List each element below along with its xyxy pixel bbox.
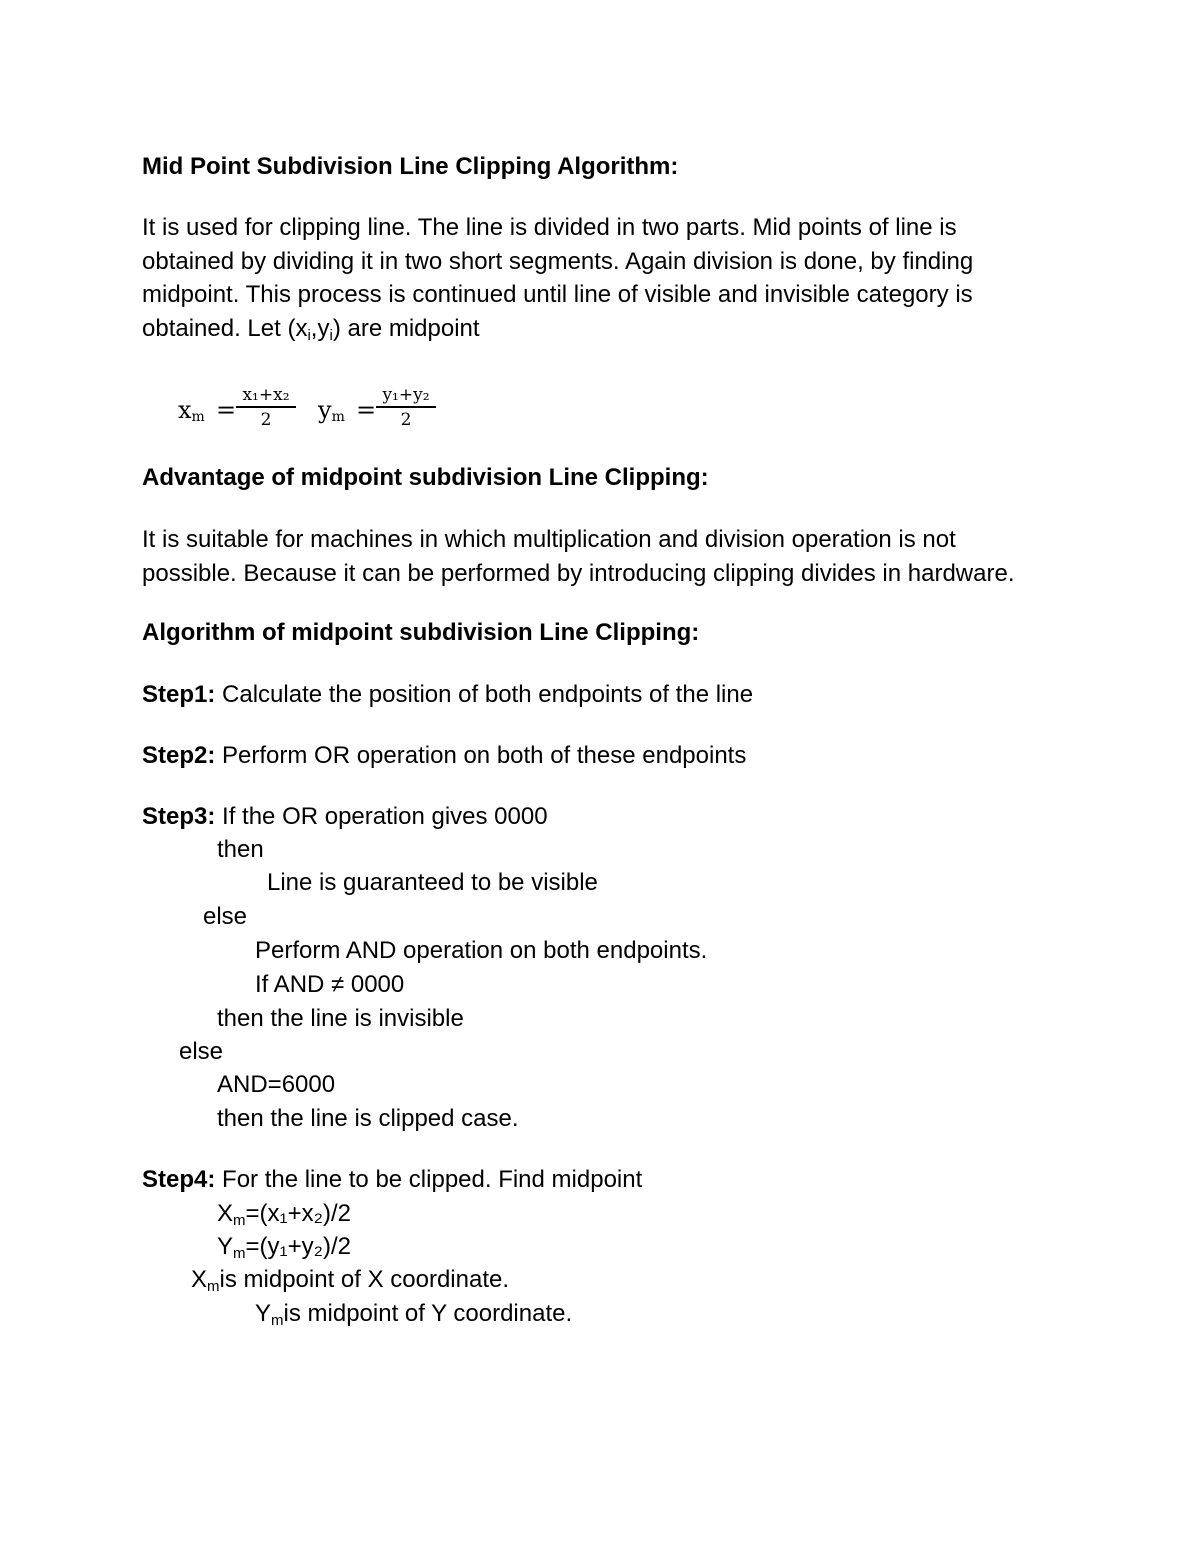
- desc-text: X: [191, 1266, 208, 1293]
- subscript: i: [307, 326, 311, 344]
- step3-if-and: If AND ≠ 0000: [255, 971, 405, 998]
- y-denominator: 2: [400, 409, 412, 430]
- fraction-bar: [376, 406, 436, 408]
- step4: [142, 1163, 642, 1196]
- formula-var: y: [318, 396, 332, 424]
- step3-then: then: [217, 836, 264, 863]
- ym-description: [255, 1297, 572, 1330]
- xm-formula: [217, 1197, 351, 1230]
- step1: [142, 678, 753, 711]
- desc-text: is midpoint of Y coordinate.: [283, 1300, 573, 1327]
- y-fraction: [376, 385, 436, 430]
- desc-text: Y: [255, 1300, 272, 1327]
- advantage-line: possible. Because it can be performed by introducing clipping divides in hardware.: [142, 559, 1015, 587]
- step-text: If the OR operation gives 0000: [215, 803, 548, 830]
- page-title: Mid Point Subdivision Line Clipping Algorithm:: [142, 153, 679, 180]
- step-label: Step1:: [142, 681, 216, 708]
- step3-invisible: then the line is invisible: [217, 1005, 464, 1032]
- step3-and-eq: AND=6000: [217, 1071, 336, 1098]
- step-text: Calculate the position of both endpoints of the line: [215, 681, 754, 708]
- xm-description: [191, 1263, 509, 1296]
- advantage-line: It is suitable for machines in which multiplication and division operation is not: [142, 526, 956, 553]
- formula-text: X: [217, 1200, 234, 1227]
- intro-line: obtained by dividing it in two short segments. Again division is done, by finding: [142, 247, 974, 275]
- step3-else: else: [203, 903, 248, 930]
- intro-line: [142, 312, 1062, 346]
- subscript: m: [271, 1312, 284, 1329]
- step3-clipped: then the line is clipped case.: [217, 1105, 519, 1132]
- step3-else: else: [179, 1038, 224, 1065]
- desc-text: is midpoint of X coordinate.: [219, 1266, 510, 1293]
- subscript: i: [329, 326, 333, 344]
- fraction-bar: [236, 406, 296, 408]
- subscript: m: [233, 1212, 246, 1229]
- ym-symbol: [318, 396, 345, 424]
- advantage-paragraph: [142, 523, 1062, 590]
- step3: [142, 800, 548, 833]
- formula-text: =(x₁+x₂)/2: [245, 1200, 351, 1227]
- step3-visible: Line is guaranteed to be visible: [267, 869, 598, 896]
- intro-text: ) are midpoint: [332, 314, 480, 342]
- x-fraction: [236, 385, 296, 430]
- subscript: m: [233, 1245, 246, 1262]
- step-text: Perform OR operation on both of these endpoints: [215, 742, 747, 769]
- formula-text: =(y₁+y₂)/2: [245, 1233, 351, 1260]
- equals-sign: =: [356, 396, 377, 424]
- ym-formula: [217, 1230, 351, 1263]
- equals-sign: =: [216, 396, 237, 424]
- intro-line: midpoint. This process is continued until line of visible and invisible category is: [142, 281, 973, 308]
- x-denominator: 2: [260, 409, 272, 430]
- x-numerator: x₁+x₂: [242, 385, 290, 405]
- y-numerator: y₁+y₂: [382, 385, 430, 405]
- intro-line: It is used for clipping line. The line is divided in two parts. Mid points of line is: [142, 214, 957, 241]
- advantage-heading: Advantage of midpoint subdivision Line Clipping:: [142, 464, 709, 491]
- step-label: Step2:: [142, 742, 216, 769]
- intro-paragraph: [142, 211, 1062, 345]
- formula-text: Y: [217, 1233, 234, 1260]
- step3-perform-and: Perform AND operation on both endpoints.: [255, 937, 708, 964]
- intro-text: ,y: [310, 314, 330, 342]
- step-label: Step3:: [142, 803, 216, 830]
- step2: [142, 739, 746, 772]
- algorithm-heading: Algorithm of midpoint subdivision Line Clipping:: [142, 619, 700, 646]
- step-label: Step4:: [142, 1166, 216, 1193]
- subscript: m: [331, 409, 345, 425]
- step-text: For the line to be clipped. Find midpoint: [215, 1166, 643, 1193]
- formula-var: x: [178, 396, 192, 424]
- xm-symbol: [178, 396, 205, 424]
- subscript: m: [207, 1278, 220, 1295]
- subscript: m: [191, 409, 205, 425]
- intro-text: obtained. Let (x: [142, 314, 308, 342]
